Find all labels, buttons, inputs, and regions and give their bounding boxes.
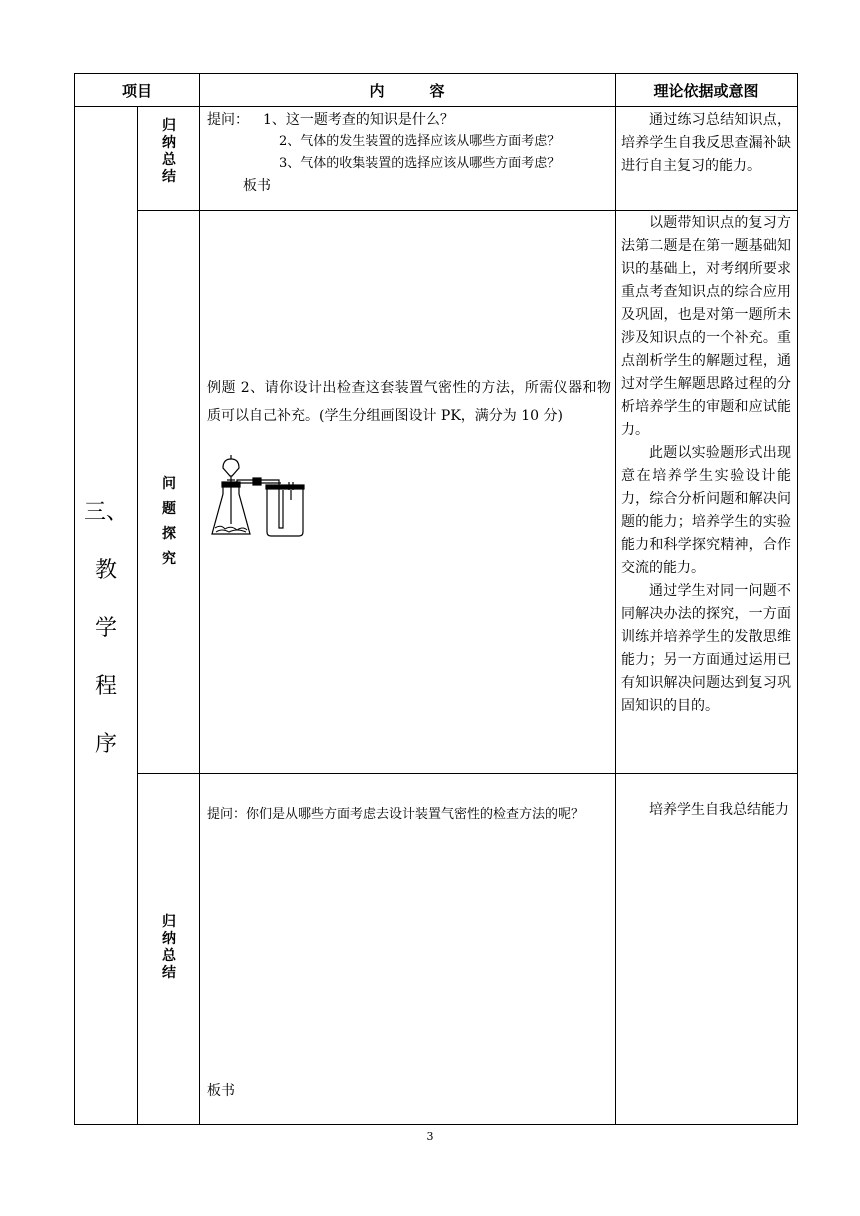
board-note: 板书 bbox=[207, 1083, 235, 1099]
question-3: 3、气体的收集装置的选择应该从哪些方面考虑？ bbox=[279, 156, 561, 171]
header-content: 内 容 bbox=[369, 81, 445, 100]
row2-divider bbox=[137, 773, 797, 774]
question-prefix: 提问： bbox=[207, 112, 249, 128]
question-line-1 bbox=[207, 109, 611, 131]
label-char: 纳 bbox=[162, 931, 176, 947]
section-label-char: 程 bbox=[94, 674, 117, 699]
section-label-char: 序 bbox=[94, 732, 117, 757]
rationale-paragraph: 通过学生对同一问题不同解决办法的探究，一方面训练并培养学生的发散思维能力；另一方面通过运用已有知识解决问题达到复习巩固知识的目的。 bbox=[621, 583, 791, 714]
page-number: 3 bbox=[426, 1130, 434, 1143]
header-rationale: 理论依据或意图 bbox=[653, 81, 759, 100]
section-label-char: 教 bbox=[94, 558, 117, 583]
label-char: 结 bbox=[162, 169, 176, 185]
col-divider-1 bbox=[137, 106, 138, 1124]
question-2: 2、气体的发生装置的选择应该从哪些方面考虑？ bbox=[279, 134, 561, 149]
section-label-char: 学 bbox=[94, 616, 117, 641]
collecting-bottle-icon bbox=[266, 482, 304, 536]
question-1: 1、这一题考查的知识是什么？ bbox=[263, 112, 454, 128]
label-char: 问 bbox=[162, 476, 176, 492]
col-divider-3 bbox=[615, 74, 616, 1124]
lesson-plan-table bbox=[74, 73, 798, 1125]
row2-label bbox=[159, 472, 179, 572]
header-divider bbox=[75, 106, 797, 107]
label-char: 纳 bbox=[162, 135, 176, 151]
row1-divider bbox=[137, 210, 797, 211]
col-divider-2 bbox=[199, 74, 200, 1124]
row1-rationale: 通过练习总结知识点，培养学生自我反思查漏补缺进行自主复习的能力。 bbox=[621, 112, 791, 174]
row3-label bbox=[159, 914, 179, 982]
row2-rationale bbox=[621, 212, 791, 718]
label-char: 总 bbox=[162, 152, 176, 168]
label-char: 探 bbox=[162, 526, 176, 542]
label-char: 归 bbox=[162, 118, 176, 134]
apparatus-diagram bbox=[209, 454, 309, 540]
label-char: 总 bbox=[162, 948, 176, 964]
row1-content bbox=[207, 109, 611, 197]
label-char: 究 bbox=[162, 551, 176, 567]
row1-label bbox=[159, 118, 179, 186]
label-char: 结 bbox=[162, 965, 176, 981]
label-char: 题 bbox=[162, 501, 176, 517]
example-question: 例题 2、请你设计出检查这套装置气密性的方法，所需仪器和物质可以自己补充。(学生分组画图设计 PK，满分为 10 分) bbox=[207, 380, 611, 424]
section-label-char: 三、 bbox=[83, 500, 128, 525]
section-label bbox=[75, 484, 137, 774]
funnel-icon bbox=[223, 455, 239, 524]
label-char: 归 bbox=[162, 914, 176, 930]
rationale-paragraph: 以题带知识点的复习方法第二题是在第一题基础知识的基础上，对考纲所要求重点考查知识点的综合应用及巩固，也是对第一题所未涉及知识点的一个补充。重点剖析学生的解题过程，通过对学生解题思路过程的分析培养学生的审题和应试能力。 bbox=[621, 215, 791, 438]
rationale-paragraph: 此题以实验题形式出现意在培养学生实验设计能力，综合分析问题和解决问题的能力；培养学生的实验能力和科学探究精神，合作交流的能力。 bbox=[621, 445, 791, 576]
board-note: 板书 bbox=[243, 178, 271, 194]
row3-rationale: 培养学生自我总结能力 bbox=[649, 802, 789, 818]
header-project: 项目 bbox=[121, 81, 152, 100]
summary-question: 提问：你们是从哪些方面考虑去设计装置气密性的检查方法的呢？ bbox=[207, 807, 585, 822]
